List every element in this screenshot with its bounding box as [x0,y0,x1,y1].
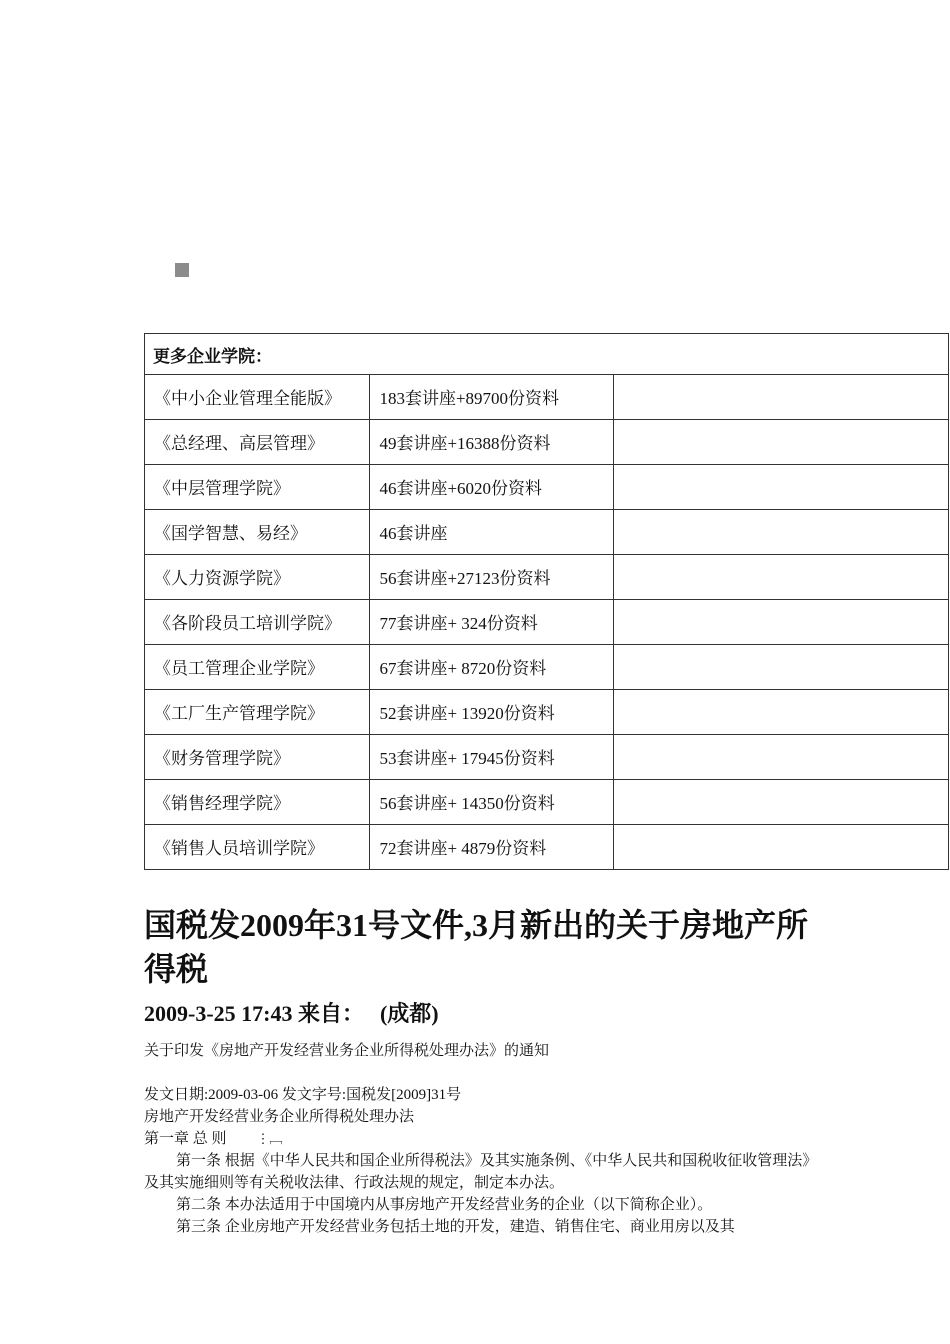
course-detail: 53套讲座+ 17945份资料 [370,735,613,780]
course-detail: 67套讲座+ 8720份资料 [370,645,613,690]
table-header-row [145,334,949,375]
empty-cell [613,690,948,735]
article-2: 第二条 本办法适用于中国境内从事房地产开发经营业务的企业（以下简称企业）。 [176,1197,713,1213]
course-name: 《员工管理企业学院》 [145,645,370,690]
empty-cell [613,825,948,870]
doc-title: 房地产开发经营业务企业所得税处理办法 [144,1109,415,1125]
course-detail: 46套讲座+6020份资料 [370,465,613,510]
course-name: 《国学智慧、易经》 [145,510,370,555]
course-name: 《中层管理学院》 [145,465,370,510]
chapter-heading [144,1128,814,1150]
table-row [145,735,949,780]
course-detail: 56套讲座+27123份资料 [370,555,613,600]
table-row [145,420,949,465]
course-detail: 49套讲座+16388份资料 [370,420,613,465]
course-name: 《工厂生产管理学院》 [145,690,370,735]
table-row [145,465,949,510]
course-detail: 77套讲座+ 324份资料 [370,600,613,645]
article-source: (成都) [379,1001,439,1026]
empty-cell [613,600,948,645]
empty-cell [613,465,948,510]
course-name: 《中小企业管理全能版》 [145,375,370,420]
article-body [144,1040,814,1238]
table-row [145,375,949,420]
course-detail: 56套讲座+ 14350份资料 [370,780,613,825]
course-name: 《财务管理学院》 [145,735,370,780]
article-dateline [144,997,439,1028]
table-row [145,600,949,645]
empty-cell [613,420,948,465]
course-name: 《销售人员培训学院》 [145,825,370,870]
article-1: 第一条 根据《中华人民共和国企业所得税法》及其实施条例、《中华人民共和国税收征收管理法》及其实施细则等有关税收法律、行政法规的规定，制定本办法。 [144,1153,810,1191]
chapter-label: 第一章 总 则 [144,1131,227,1147]
empty-cell [613,780,948,825]
article-date: 2009-3-25 17:43 来自： [144,1001,364,1026]
table-row [145,690,949,735]
course-detail: 183套讲座+89700份资料 [370,375,613,420]
empty-cell [613,375,948,420]
course-detail: 46套讲座 [370,510,613,555]
course-name: 《各阶段员工培训学院》 [145,600,370,645]
table-row [145,645,949,690]
course-name: 《人力资源学院》 [145,555,370,600]
empty-cell [613,735,948,780]
course-name: 《销售经理学院》 [145,780,370,825]
table-header: 更多企业学院： [145,334,949,375]
table-row [145,825,949,870]
bullet-square [175,263,189,277]
course-table [144,333,949,870]
table-row [145,510,949,555]
empty-cell [613,510,948,555]
course-detail: 52套讲座+ 13920份资料 [370,690,613,735]
course-detail: 72套讲座+ 4879份资料 [370,825,613,870]
table-row [145,780,949,825]
table-row [145,555,949,600]
article-title: 国税发2009年31号文件,3月新出的关于房地产所得税 [144,907,809,987]
notice-line: 关于印发《房地产开发经营业务企业所得税处理办法》的通知 [144,1043,550,1059]
course-name: 《总经理、高层管理》 [145,420,370,465]
doc-info: 发文日期:2009-03-06 发文字号:国税发[2009]31号 [144,1087,462,1103]
edit-mark: ⋮﹇ [256,1131,283,1146]
article-3: 第三条 企业房地产开发经营业务包括土地的开发，建造、销售住宅、商业用房以及其 [176,1219,735,1235]
empty-cell [613,645,948,690]
empty-cell [613,555,948,600]
